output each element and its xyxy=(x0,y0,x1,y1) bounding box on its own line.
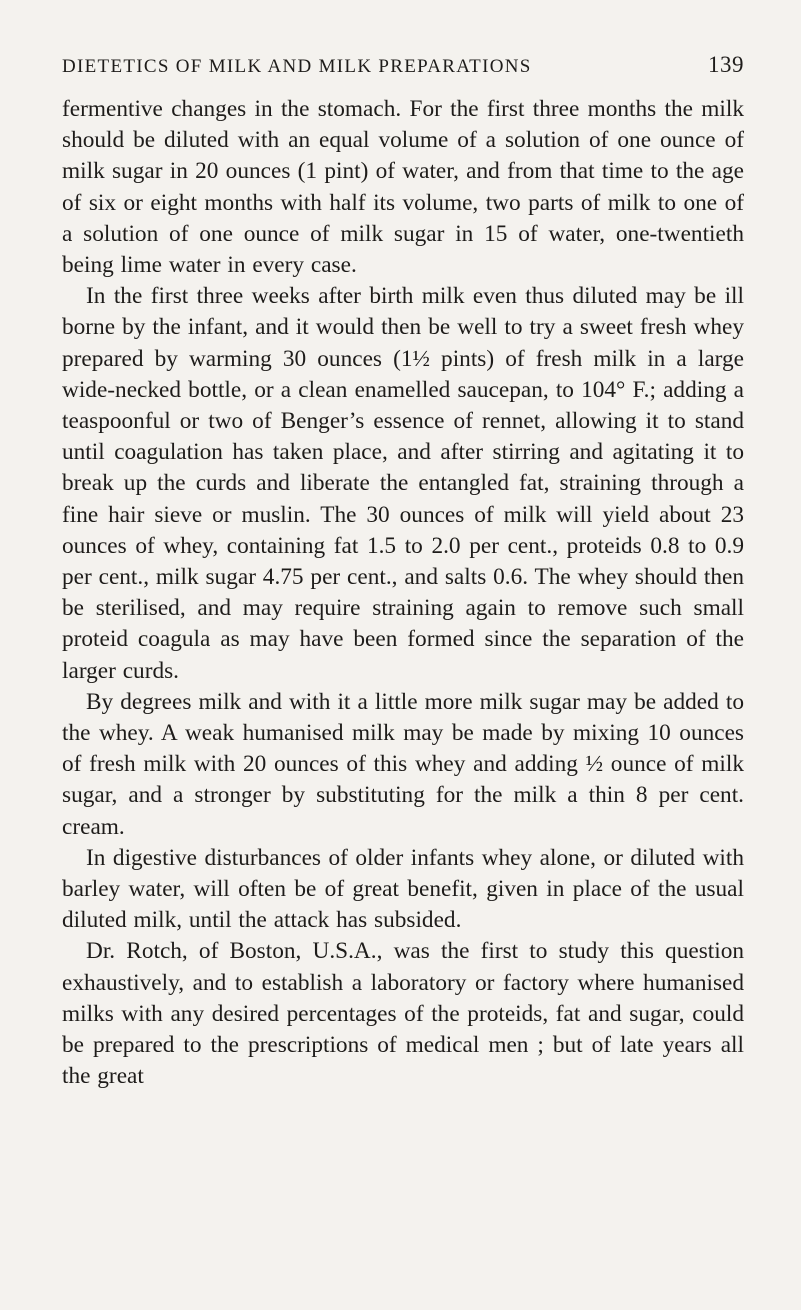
paragraph-digestive-disturbances: In digestive disturbances of older infants whey alone, or diluted with barley water, will often be of great benefit, given in place of the usual diluted milk, until the attack has subsided. xyxy=(62,844,744,934)
paragraph-continuation: fermentive changes in the stomach. For the first three months the milk should be diluted with an equal volume of a solution of one ounce of milk sugar in 20 ounces (1 pint) of water, and from that time to the age of six or eight months with half its volume, two parts of milk to one of a solution of one ounce of milk sugar in 15 of water, one-twentieth being lime water in every case. xyxy=(62,96,744,279)
body-text xyxy=(62,94,744,1093)
page-header xyxy=(62,52,744,86)
book-page xyxy=(62,52,744,1093)
paragraph-whey-preparation: In the first three weeks after birth milk even thus diluted may be ill borne by the infant, and it would then be well to try a sweet fresh whey prepared by warming 30 ounces (1½ pints) of fresh milk in a large wide-necked bottle, or a clean enamelled saucepan, to 104° F.; adding a teaspoonful or two of Benger’s essence of rennet, allowing it to stand until coagulation has taken place, and after stirring and agitating it to break up the curds and liberate the entangled fat, straining through a fine hair sieve or muslin. The 30 ounces of milk will yield about 23 ounces of whey, containing fat 1.5 to 2.0 per cent., proteids 0.8 to 0.9 per cent., milk sugar 4.75 per cent., and salts 0.6. The whey should then be sterilised, and may require straining again to remove such small proteid coagula as may have been formed since the separation of the larger curds. xyxy=(62,283,744,684)
paragraph-humanised-milk: By degrees milk and with it a little more milk sugar may be added to the whey. A weak humanised milk may be made by mixing 10 ounces of fresh milk with 20 ounces of this whey and adding ½ ounce of milk sugar, and a stronger by substituting for the milk a thin 8 per cent. cream. xyxy=(62,688,744,840)
page-number: 139 xyxy=(708,52,744,77)
running-head: DIETETICS OF MILK AND MILK PREPARATIONS xyxy=(62,56,532,77)
paragraph-dr-rotch: Dr. Rotch, of Boston, U.S.A., was the first to study this question exhaustively, and to establish a laboratory or factory where humanised milks with any desired percentages of the proteids, fat and sugar, could be prepared to the prescriptions of medical men ; but of late years all the great xyxy=(62,938,744,1090)
